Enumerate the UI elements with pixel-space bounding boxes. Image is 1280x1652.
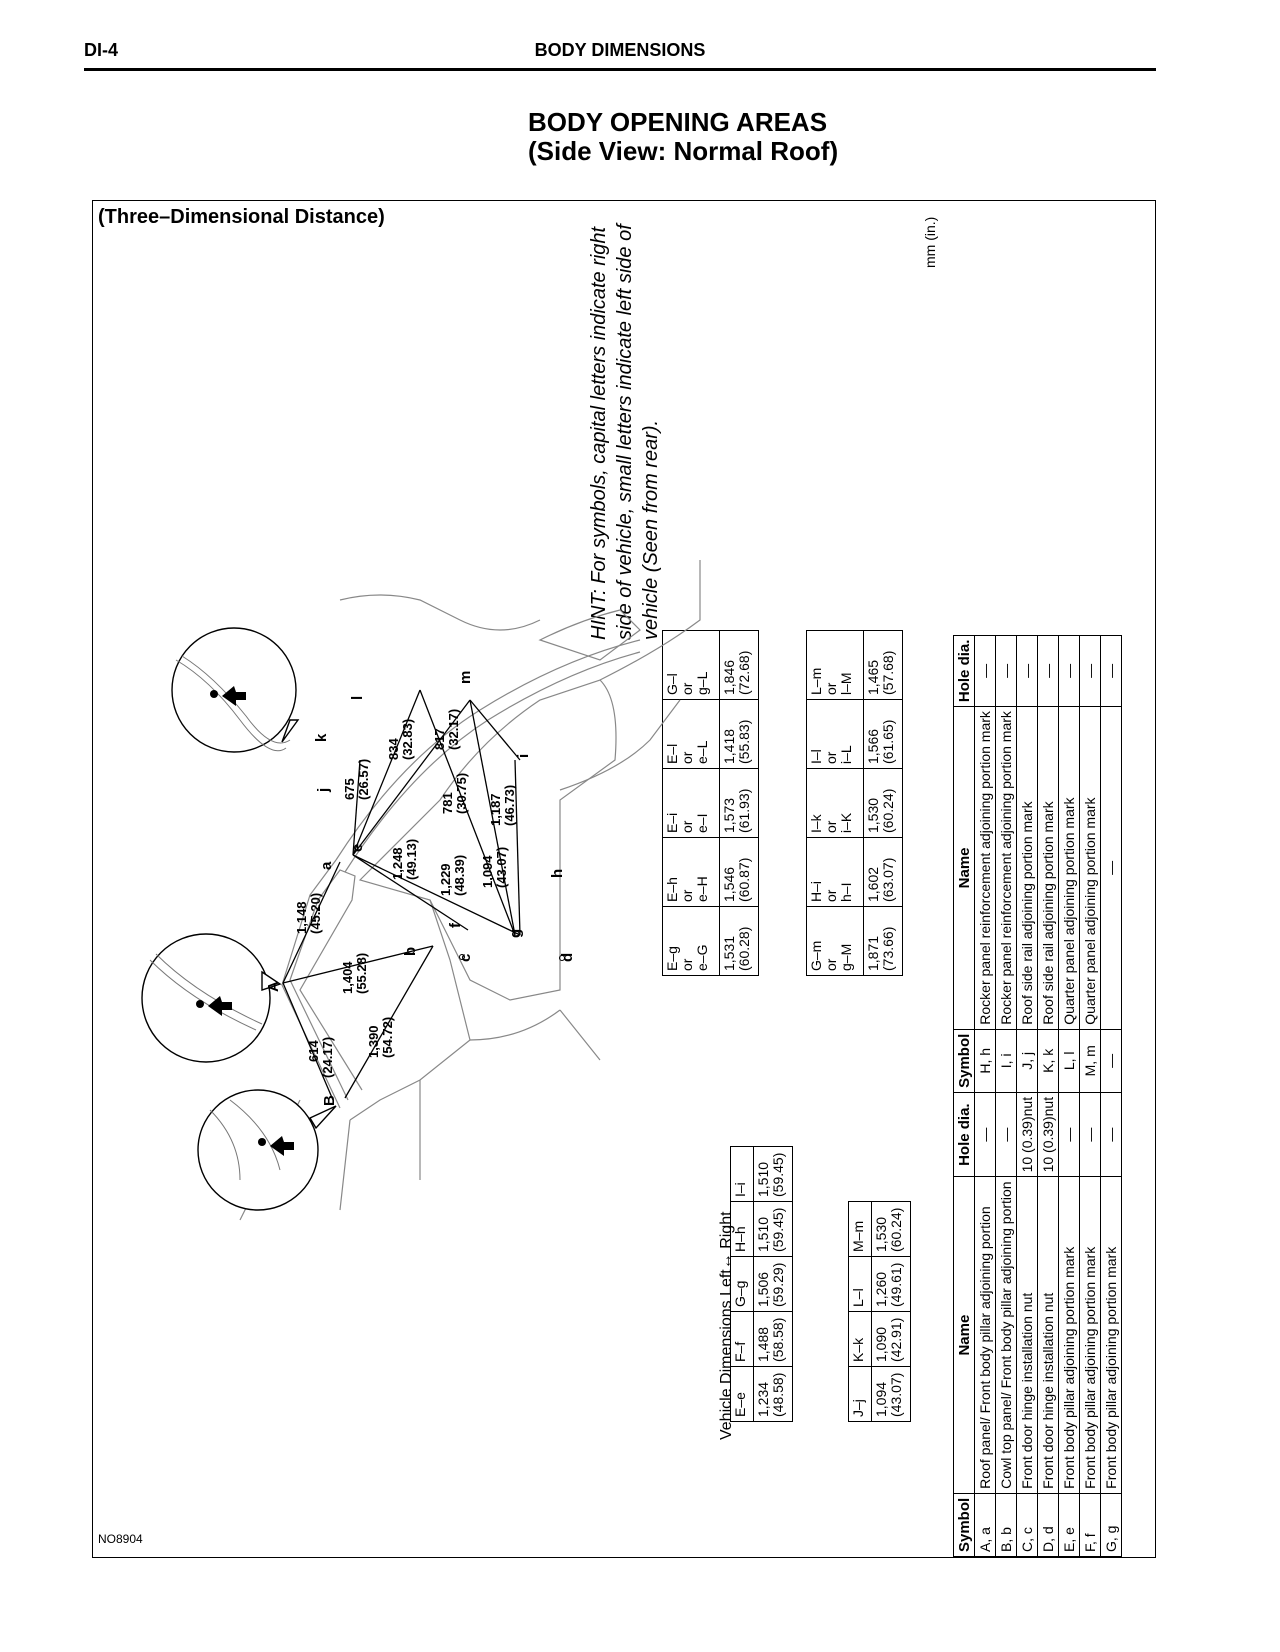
dim-label: 1,094 — [480, 855, 495, 888]
point-label-b: b — [402, 946, 419, 956]
table-cell: Quarter panel adjoining portion mark — [1059, 707, 1080, 1030]
parts-header: Symbol — [954, 1493, 975, 1556]
table-cell: — — [996, 1092, 1017, 1177]
table-cell: E, e — [1059, 1493, 1080, 1556]
lr2-value: 1,530 (60.24) — [872, 1202, 911, 1257]
dim-label: (48.39) — [452, 854, 467, 896]
table-cell: — — [1101, 635, 1122, 707]
table-cell: I, i — [996, 1029, 1017, 1092]
lr1-value: 1,506 (59.29) — [754, 1257, 793, 1312]
lr1-value: 1,510 (59.45) — [754, 1147, 793, 1202]
table-cell: A, a — [975, 1493, 996, 1556]
table-cell: Cowl top panel/ Front body pillar adjoining portion — [996, 1177, 1017, 1493]
diag1-header: E–h or e–H — [663, 838, 720, 907]
table-cell: — — [996, 635, 1017, 707]
lr2-value: 1,094 (43.07) — [872, 1367, 911, 1422]
parts-header: Hole dia. — [954, 635, 975, 707]
diag2-value: 1,871 (73.66) — [864, 907, 903, 976]
table-cell: Front door hinge installation nut — [1038, 1177, 1059, 1493]
point-label-A: A — [265, 981, 282, 992]
vehicle-dims-title: Vehicle Dimensions Left↔ Right — [718, 1211, 735, 1440]
diag1-header: E–g or e–G — [663, 907, 720, 976]
table-cell: 10 (0.39)nut — [1017, 1092, 1038, 1177]
lr2-header: L–l — [849, 1257, 872, 1312]
lr2-header: M–m — [849, 1202, 872, 1257]
point-label-g: g — [507, 928, 524, 938]
lr2-header: J–j — [849, 1367, 872, 1422]
dim-label: (24.17) — [320, 1036, 335, 1078]
table-cell: Roof side rail adjoining portion mark — [1017, 707, 1038, 1030]
diag1-value: 1,546 (60.87) — [720, 838, 759, 907]
point-label-f: f — [447, 923, 464, 928]
point-label-d: d — [559, 952, 576, 962]
table-cell: Front body pillar adjoining portion mark — [1080, 1177, 1101, 1493]
lr1-header: I–i — [731, 1147, 754, 1202]
diag1-header: E–i or e–I — [663, 769, 720, 838]
point-label-a: a — [318, 861, 335, 870]
table-cell: — — [1101, 1092, 1122, 1177]
dim-label: (26.57) — [356, 758, 371, 800]
lr1-header: F–f — [731, 1312, 754, 1367]
lr1-header: H–h — [731, 1202, 754, 1257]
table-cell: B, b — [996, 1493, 1017, 1556]
table-cell: — — [975, 635, 996, 707]
diag2-header: I–k or i–K — [807, 769, 864, 838]
parts-header: Name — [954, 1177, 975, 1493]
dim-label: (43.07) — [494, 846, 509, 888]
figure-code: NO8904 — [98, 1532, 143, 1546]
dim-label: (32.83) — [400, 718, 415, 760]
point-label-e: e — [349, 843, 366, 852]
table-cell: M, m — [1080, 1029, 1101, 1092]
diag1-value: 1,573 (61.93) — [720, 769, 759, 838]
table-cell: Rocker panel reinforcement adjoining portion mark — [975, 707, 996, 1030]
dim-label: 614 — [306, 1040, 321, 1062]
table-cell: — — [1059, 1092, 1080, 1177]
lr1-value: 1,510 (59.45) — [754, 1202, 793, 1257]
table-cell: Front body pillar adjoining portion mark — [1101, 1177, 1122, 1493]
lr1-value: 1,234 (48.58) — [754, 1367, 793, 1422]
table-cell: H, h — [975, 1029, 996, 1092]
lr1-header: E–e — [731, 1367, 754, 1422]
dim-label: 675 — [342, 778, 357, 800]
arrow-icons — [196, 686, 294, 1156]
diag2-header: G–m or g–M — [807, 907, 864, 976]
diag1-value: 1,846 (72.68) — [720, 631, 759, 700]
diag2-value: 1,602 (63.07) — [864, 838, 903, 907]
table-cell: — — [1059, 635, 1080, 707]
parts-header: Hole dia. — [954, 1092, 975, 1177]
table-cell: Front body pillar adjoining portion mark — [1059, 1177, 1080, 1493]
point-label-c: c — [457, 953, 474, 962]
lr2-value: 1,260 (49.61) — [872, 1257, 911, 1312]
table-cell: J, j — [1017, 1029, 1038, 1092]
hint-text: HINT: For symbols, capital letters indicate right side of vehicle, small letters indicate left side of vehicle (Seen from rear). — [588, 224, 662, 640]
point-label-k: k — [313, 733, 330, 742]
diag2-value: 1,465 (57.68) — [864, 631, 903, 700]
point-label-l: l — [349, 695, 366, 700]
page-id: DI-4 — [84, 40, 119, 60]
point-label-h: h — [549, 868, 566, 878]
table-cell: — — [1080, 1092, 1101, 1177]
table-cell: Rocker panel reinforcement adjoining portion mark — [996, 707, 1017, 1030]
figure-subtitle: (Three–Dimensional Distance) — [98, 206, 385, 228]
table-cell: — — [975, 1092, 996, 1177]
title-line-2: (Side View: Normal Roof) — [528, 136, 839, 166]
diag1-value: 1,418 (55.83) — [720, 700, 759, 769]
parts-header: Name — [954, 707, 975, 1030]
point-label-j: j — [315, 787, 332, 792]
diag2-header: L–m or l–M — [807, 631, 864, 700]
table-cell: — — [1080, 635, 1101, 707]
dim-label: 1,187 — [488, 793, 503, 826]
dim-label: (45.20) — [308, 892, 323, 934]
dim-label: 781 — [440, 792, 455, 814]
parts-header: Symbol — [954, 1029, 975, 1092]
diag2-header: I–l or i–L — [807, 700, 864, 769]
lr2-value: 1,090 (42.91) — [872, 1312, 911, 1367]
dim-label: 1,148 — [294, 901, 309, 934]
lr1-value: 1,488 (58.58) — [754, 1312, 793, 1367]
point-label-i: i — [515, 753, 532, 758]
diag1-header: G–l or g–L — [663, 631, 720, 700]
dim-label: 1,404 — [340, 961, 355, 994]
dim-label: (49.13) — [404, 838, 419, 880]
dim-label: 817 — [432, 728, 447, 750]
dim-label: (55.28) — [354, 952, 369, 994]
table-cell: G, g — [1101, 1493, 1122, 1556]
dim-label: (46.73) — [502, 784, 517, 826]
table-cell: — — [1038, 635, 1059, 707]
dim-label: 834 — [386, 738, 401, 760]
dim-label: 1,229 — [438, 863, 453, 896]
diag2-value: 1,530 (60.24) — [864, 769, 903, 838]
title-line-1: BODY OPENING AREAS — [528, 107, 828, 137]
section-title: BODY DIMENSIONS — [534, 40, 706, 60]
table-cell: C, c — [1017, 1493, 1038, 1556]
table-cell: F, f — [1080, 1493, 1101, 1556]
diag2-value: 1,566 (61.65) — [864, 700, 903, 769]
table-cell: K, k — [1038, 1029, 1059, 1092]
table-cell: Roof panel/ Front body pillar adjoining portion — [975, 1177, 996, 1493]
table-cell: Front door hinge installation nut — [1017, 1177, 1038, 1493]
diag1-header: E–l or e–L — [663, 700, 720, 769]
table-cell: D, d — [1038, 1493, 1059, 1556]
table-cell: — — [1017, 635, 1038, 707]
table-cell: — — [1101, 707, 1122, 1030]
dim-label: 1,248 — [390, 847, 405, 880]
lr1-header: G–g — [731, 1257, 754, 1312]
point-label-m: m — [457, 670, 474, 684]
table-cell: 10 (0.39)nut — [1038, 1092, 1059, 1177]
table-cell: — — [1101, 1029, 1122, 1092]
diag2-header: H–i or h–I — [807, 838, 864, 907]
diag1-value: 1,531 (60.28) — [720, 907, 759, 976]
table-cell: Roof side rail adjoining portion mark — [1038, 707, 1059, 1030]
dim-label: (54.72) — [380, 1016, 395, 1058]
table-cell: L, l — [1059, 1029, 1080, 1092]
dim-label: (32.17) — [446, 708, 461, 750]
point-label-B: B — [321, 1095, 338, 1106]
unit-label: mm (in.) — [922, 216, 938, 268]
dim-label: (30.75) — [454, 772, 469, 814]
table-cell: Quarter panel adjoining portion mark — [1080, 707, 1101, 1030]
lr2-header: K–k — [849, 1312, 872, 1367]
dim-label: 1,390 — [366, 1025, 381, 1058]
